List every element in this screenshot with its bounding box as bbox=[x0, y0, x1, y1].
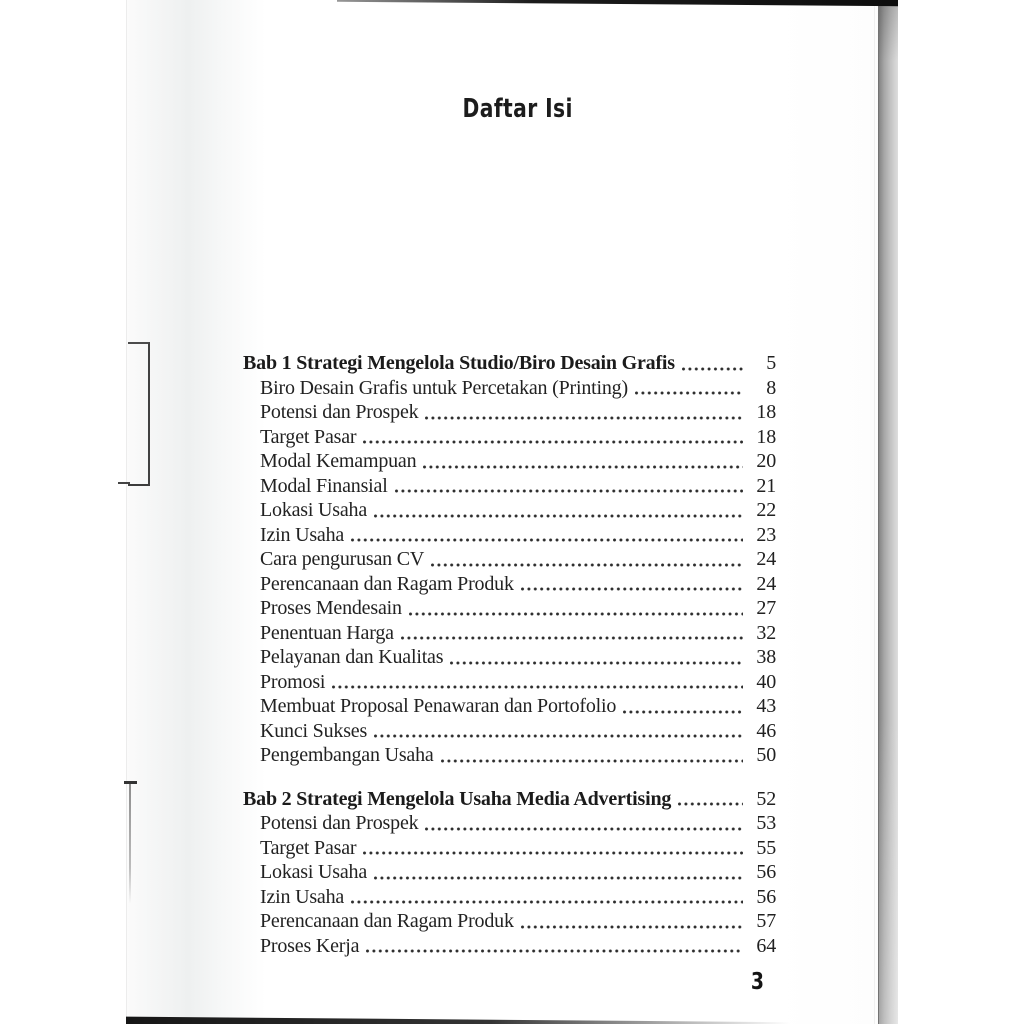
dot-leader bbox=[374, 876, 743, 880]
entry-label: Membuat Proposal Penawaran dan Portofolio bbox=[260, 695, 617, 717]
dot-leader bbox=[423, 465, 743, 469]
dot-leader bbox=[374, 514, 743, 518]
toc-entry bbox=[243, 425, 776, 450]
entry-label: Modal Kemampuan bbox=[260, 450, 417, 472]
entry-label: Perencanaan dan Ragam Produk bbox=[260, 910, 514, 932]
dot-leader bbox=[521, 587, 743, 591]
toc-entry bbox=[243, 694, 776, 719]
page-title-text: Daftar Isi bbox=[462, 94, 573, 124]
entry-page: 21 bbox=[756, 474, 776, 497]
toc-entry bbox=[243, 719, 776, 744]
toc-entry bbox=[243, 596, 776, 621]
entry-page: 8 bbox=[766, 376, 776, 399]
dot-leader bbox=[351, 900, 743, 904]
dot-leader bbox=[409, 612, 743, 616]
dot-leader bbox=[374, 734, 743, 738]
dot-leader bbox=[395, 489, 743, 493]
entry-label: Modal Finansial bbox=[260, 474, 388, 497]
entry-label: Penentuan Harga bbox=[260, 621, 394, 644]
toc bbox=[243, 351, 776, 958]
toc-entry bbox=[243, 909, 776, 934]
entry-label: Target Pasar bbox=[260, 836, 357, 859]
entry-page: 56 bbox=[756, 885, 776, 908]
toc-entry bbox=[243, 523, 776, 548]
entry-page: 23 bbox=[756, 523, 776, 546]
entry-page: 38 bbox=[756, 646, 776, 668]
entry-label: Cara pengurusan CV bbox=[260, 548, 425, 570]
entry-label: Pelayanan dan Kualitas bbox=[260, 646, 444, 668]
entry-label: Promosi bbox=[260, 670, 326, 693]
entry-page: 55 bbox=[756, 836, 776, 859]
dot-leader bbox=[363, 851, 743, 855]
dot-leader bbox=[363, 440, 743, 444]
dot-leader bbox=[332, 685, 743, 689]
dot-leader bbox=[351, 538, 743, 542]
toc-entry bbox=[243, 934, 776, 959]
dot-leader bbox=[441, 759, 743, 763]
toc-heading bbox=[243, 787, 776, 812]
dot-leader bbox=[635, 391, 743, 395]
entry-label: Pengembangan Usaha bbox=[260, 744, 434, 766]
margin-bracket-line-lower bbox=[129, 784, 131, 904]
toc-section bbox=[243, 787, 776, 959]
entry-label: Lokasi Usaha bbox=[260, 861, 368, 883]
entry-label: Potensi dan Prospek bbox=[260, 401, 419, 423]
dot-leader bbox=[401, 636, 743, 640]
entry-label: Kunci Sukses bbox=[260, 719, 368, 742]
page-edge-shadow bbox=[878, 0, 898, 1024]
toc-entry bbox=[243, 621, 776, 646]
page-title bbox=[126, 94, 897, 124]
entry-page: 24 bbox=[756, 572, 776, 595]
entry-page: 24 bbox=[756, 548, 776, 570]
entry-label: Perencanaan dan Ragam Produk bbox=[260, 572, 514, 595]
dot-leader bbox=[623, 710, 743, 714]
page-fold-line bbox=[874, 0, 875, 1024]
toc-entry bbox=[243, 376, 776, 401]
toc-entry bbox=[243, 836, 776, 861]
dot-leader bbox=[425, 827, 743, 831]
entry-page: 46 bbox=[756, 719, 776, 742]
dot-leader bbox=[521, 925, 743, 929]
toc-entries bbox=[243, 376, 776, 768]
entry-label: Bab 2 Strategi Mengelola Usaha Media Advertising bbox=[243, 787, 672, 810]
margin-bracket-foot-upper bbox=[118, 482, 130, 484]
entry-page: 18 bbox=[756, 425, 776, 448]
entry-label: Izin Usaha bbox=[260, 885, 345, 908]
entry-page: 22 bbox=[756, 499, 776, 521]
entry-page: 52 bbox=[756, 787, 776, 810]
entry-page: 43 bbox=[756, 695, 776, 717]
toc-entry bbox=[243, 885, 776, 910]
entry-page: 53 bbox=[756, 812, 776, 834]
toc-entry bbox=[243, 743, 776, 768]
entry-page: 20 bbox=[756, 450, 776, 472]
margin-bracket-mark-upper bbox=[128, 342, 150, 486]
toc-entry bbox=[243, 670, 776, 695]
toc-section bbox=[243, 351, 776, 768]
entry-page: 32 bbox=[756, 621, 776, 644]
entry-label: Izin Usaha bbox=[260, 523, 345, 546]
entry-label: Biro Desain Grafis untuk Percetakan (Printing) bbox=[260, 376, 628, 399]
entry-label: Lokasi Usaha bbox=[260, 499, 368, 521]
dot-leader bbox=[366, 949, 743, 953]
toc-heading bbox=[243, 351, 776, 376]
entry-page: 40 bbox=[756, 670, 776, 693]
entry-page: 56 bbox=[756, 861, 776, 883]
folio-page-number: 3 bbox=[750, 969, 764, 995]
toc-entry bbox=[243, 474, 776, 499]
dot-leader bbox=[678, 802, 743, 806]
entry-page: 27 bbox=[756, 597, 776, 619]
toc-entries bbox=[243, 811, 776, 958]
toc-entry bbox=[243, 572, 776, 597]
toc-entry bbox=[243, 547, 776, 572]
entry-page: 57 bbox=[756, 910, 776, 932]
toc-entry bbox=[243, 449, 776, 474]
dot-leader bbox=[425, 416, 743, 420]
entry-page: 5 bbox=[766, 352, 776, 374]
toc-entry bbox=[243, 498, 776, 523]
entry-label: Proses Kerja bbox=[260, 934, 360, 957]
entry-label: Target Pasar bbox=[260, 425, 357, 448]
toc-entry bbox=[243, 400, 776, 425]
dot-leader bbox=[450, 661, 743, 665]
toc-entry bbox=[243, 645, 776, 670]
toc-entry bbox=[243, 860, 776, 885]
entry-label: Potensi dan Prospek bbox=[260, 812, 419, 834]
entry-page: 50 bbox=[756, 744, 776, 766]
folio bbox=[690, 969, 764, 995]
entry-label: Bab 1 Strategi Mengelola Studio/Biro Desain Grafis bbox=[243, 352, 675, 374]
entry-page: 64 bbox=[756, 934, 776, 957]
toc-entry bbox=[243, 811, 776, 836]
dot-leader bbox=[682, 367, 743, 371]
dot-leader bbox=[431, 563, 743, 567]
entry-label: Proses Mendesain bbox=[260, 597, 402, 619]
entry-page: 18 bbox=[756, 401, 776, 423]
